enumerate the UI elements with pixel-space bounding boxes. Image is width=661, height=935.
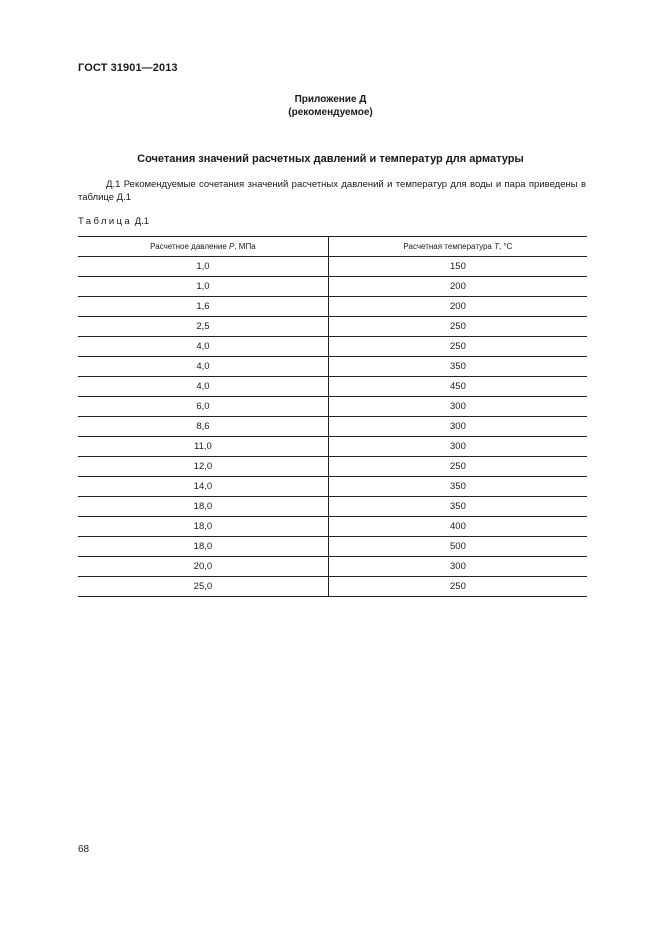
table-caption xyxy=(78,216,149,227)
temperature-cell: 350 xyxy=(328,477,587,497)
temperature-cell: 400 xyxy=(328,517,587,537)
pressure-cell: 1,0 xyxy=(78,277,328,297)
pressure-cell: 12,0 xyxy=(78,457,328,477)
table-row xyxy=(78,297,587,317)
pressure-cell: 6,0 xyxy=(78,397,328,417)
temperature-cell: 200 xyxy=(328,277,587,297)
temperature-cell: 300 xyxy=(328,417,587,437)
section-heading: Сочетания значений расчетных давлений и температур для арматуры xyxy=(137,153,524,165)
pressure-cell: 11,0 xyxy=(78,437,328,457)
appendix-subtitle: (рекомендуемое) xyxy=(288,107,373,118)
temperature-cell: 500 xyxy=(328,537,587,557)
table-row xyxy=(78,437,587,457)
page-number: 68 xyxy=(78,844,90,855)
table-body xyxy=(78,257,587,597)
temperature-cell: 350 xyxy=(328,497,587,517)
pressure-cell: 18,0 xyxy=(78,517,328,537)
table-row xyxy=(78,257,587,277)
table-row xyxy=(78,397,587,417)
table-caption-number: Д.1 xyxy=(134,216,150,227)
appendix-heading xyxy=(0,93,661,119)
pressure-cell: 18,0 xyxy=(78,497,328,517)
temperature-cell: 250 xyxy=(328,577,587,597)
temperature-cell: 300 xyxy=(328,397,587,417)
pressure-cell: 14,0 xyxy=(78,477,328,497)
temperature-cell: 300 xyxy=(328,557,587,577)
pressure-cell: 4,0 xyxy=(78,337,328,357)
pressure-temperature-table xyxy=(78,236,587,597)
table-row xyxy=(78,277,587,297)
table-row xyxy=(78,517,587,537)
table-row xyxy=(78,377,587,397)
temperature-cell: 250 xyxy=(328,457,587,477)
appendix-title: Приложение Д xyxy=(294,94,367,105)
temperature-cell: 350 xyxy=(328,357,587,377)
table-row xyxy=(78,337,587,357)
temperature-cell: 250 xyxy=(328,317,587,337)
table-row xyxy=(78,417,587,437)
document-code: ГОСТ 31901—2013 xyxy=(78,62,178,74)
temperature-cell: 300 xyxy=(328,437,587,457)
table-row xyxy=(78,477,587,497)
body-paragraph: Д.1 Рекомендуемые сочетания значений расчетных давлений и температур для воды и пара приведены в таблице Д.1 xyxy=(78,179,586,203)
pressure-cell: 1,0 xyxy=(78,257,328,277)
temperature-cell: 150 xyxy=(328,257,587,277)
pressure-cell: 20,0 xyxy=(78,557,328,577)
table-row xyxy=(78,317,587,337)
column-header-temperature: Расчетная температура T, °С xyxy=(328,237,587,257)
pressure-cell: 4,0 xyxy=(78,357,328,377)
table-caption-word: Таблица xyxy=(78,216,133,227)
table-header-row xyxy=(78,237,587,257)
pressure-cell: 25,0 xyxy=(78,577,328,597)
table-row xyxy=(78,577,587,597)
table-row xyxy=(78,537,587,557)
temperature-cell: 450 xyxy=(328,377,587,397)
table-row xyxy=(78,557,587,577)
table-row xyxy=(78,457,587,477)
pressure-cell: 1,6 xyxy=(78,297,328,317)
pressure-cell: 18,0 xyxy=(78,537,328,557)
column-header-pressure: Расчетное давление P, МПа xyxy=(78,237,328,257)
table-row xyxy=(78,357,587,377)
temperature-cell: 250 xyxy=(328,337,587,357)
table-row xyxy=(78,497,587,517)
temperature-cell: 200 xyxy=(328,297,587,317)
pressure-cell: 4,0 xyxy=(78,377,328,397)
pressure-cell: 8,6 xyxy=(78,417,328,437)
pressure-cell: 2,5 xyxy=(78,317,328,337)
